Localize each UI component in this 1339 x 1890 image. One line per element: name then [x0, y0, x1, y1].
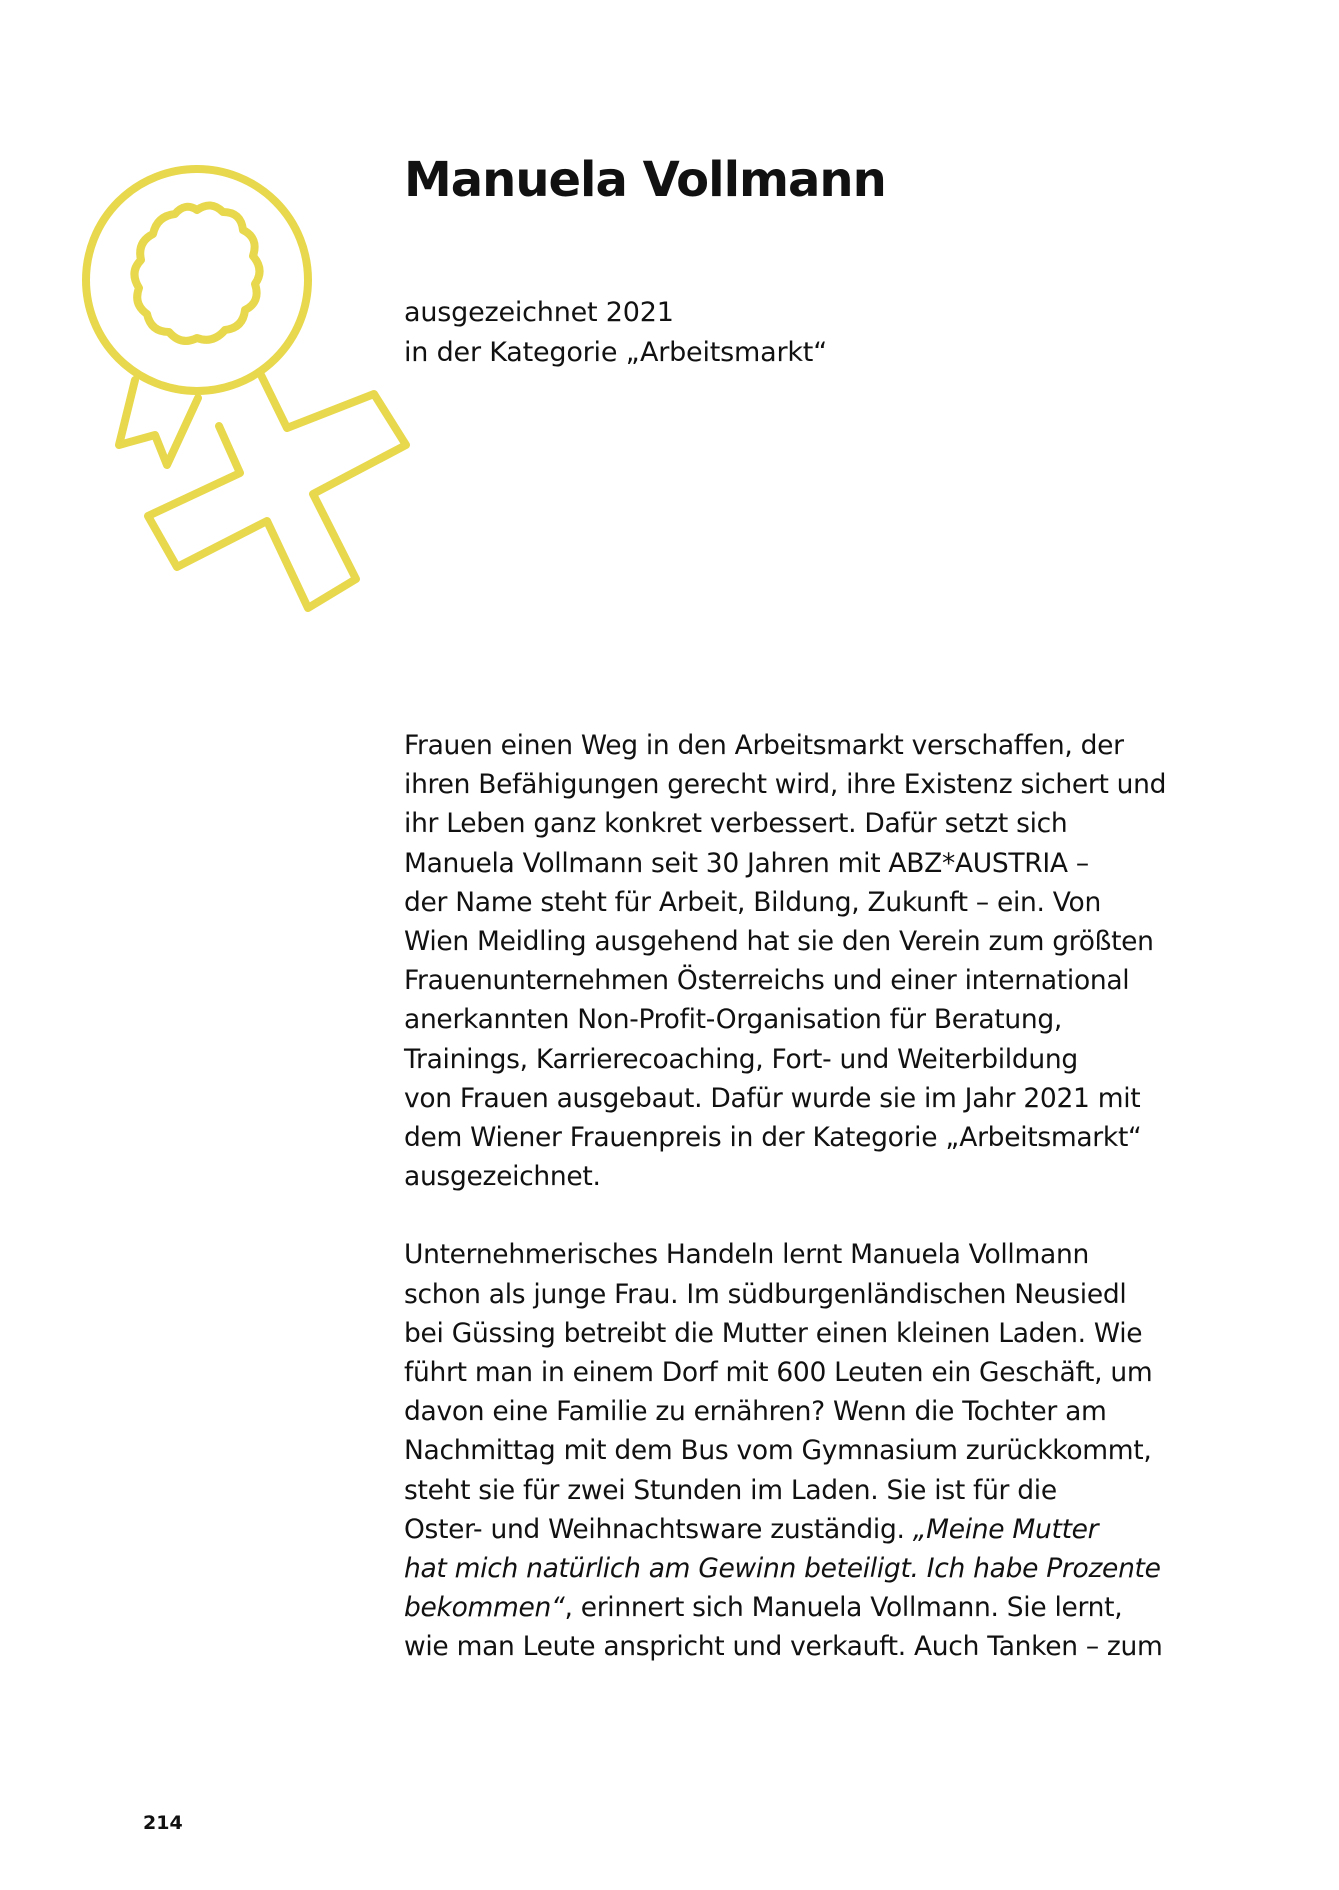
venus-cross: [148, 375, 406, 608]
text-line: Frauen einen Weg in den Arbeitsmarkt verschaffen, der: [404, 730, 1124, 761]
text-line: davon eine Familie zu ernähren? Wenn die Tochter am: [404, 1396, 1107, 1428]
paragraph-youth: [404, 1235, 1304, 1666]
page-number: 214: [143, 1812, 183, 1834]
award-subtitle: [404, 293, 827, 373]
text-line: ausgezeichnet.: [404, 1161, 601, 1193]
text-line: führt man in einem Dorf mit 600 Leuten ein Geschäft, um: [404, 1357, 1153, 1389]
text-line: schon als junge Frau. Im südburgenländischen Neusiedl: [404, 1278, 1127, 1310]
award-year: ausgezeichnet 2021: [404, 297, 674, 328]
article-body: [404, 726, 1304, 1706]
paragraph-intro: [404, 726, 1304, 1196]
page-title: Manuela Vollmann: [404, 152, 886, 208]
text-line: Trainings, Karrierecoaching, Fort- und Weiterbildung: [404, 1043, 1078, 1075]
text-line: Frauenunternehmen Österreichs und einer international: [404, 965, 1130, 997]
medal-ring: [86, 169, 308, 391]
text-line: [404, 1588, 1304, 1627]
award-category: in der Kategorie „Arbeitsmarkt“: [404, 337, 827, 368]
text-line: dem Wiener Frauenpreis in der Kategorie „Arbeitsmarkt“: [404, 1122, 1142, 1154]
quote-text: hat mich natürlich am Gewinn beteiligt. Ich habe Prozente: [404, 1553, 1161, 1585]
quote-text: „Meine Mutter: [912, 1513, 1099, 1545]
text-line: Unternehmerisches Handeln lernt Manuela Vollmann: [404, 1239, 1089, 1271]
quote-text: bekommen“: [404, 1592, 565, 1624]
text-line: steht sie für zwei Stunden im Laden. Sie ist für die: [404, 1474, 1057, 1506]
text-line: anerkannten Non-Profit-Organisation für Beratung,: [404, 1004, 1062, 1036]
text-line: Manuela Vollmann seit 30 Jahren mit ABZ*AUSTRIA –: [404, 847, 1089, 879]
text-plain: Oster- und Weihnachtsware zuständig.: [404, 1513, 913, 1545]
text-line: wie man Leute anspricht und verkauft. Auch Tanken – zum: [404, 1631, 1163, 1663]
text-line: bei Güssing betreibt die Mutter einen kleinen Laden. Wie: [404, 1317, 1143, 1349]
text-line: [404, 1510, 1304, 1549]
text-plain: , erinnert sich Manuela Vollmann. Sie lernt,: [564, 1592, 1123, 1624]
text-line: Wien Meidling ausgehend hat sie den Verein zum größten: [404, 926, 1154, 958]
venus-award-ribbon-icon: [75, 160, 420, 625]
text-line: ihr Leben ganz konkret verbessert. Dafür setzt sich: [404, 808, 1068, 840]
text-line: der Name steht für Arbeit, Bildung, Zukunft – ein. Von: [404, 886, 1101, 918]
text-line: von Frauen ausgebaut. Dafür wurde sie im Jahr 2021 mit: [404, 1082, 1141, 1114]
medal-rosette: [134, 205, 259, 340]
text-line: ihren Befähigungen gerecht wird, ihre Existenz sichert und: [404, 769, 1167, 801]
text-line: Nachmittag mit dem Bus vom Gymnasium zurückkommt,: [404, 1435, 1152, 1467]
